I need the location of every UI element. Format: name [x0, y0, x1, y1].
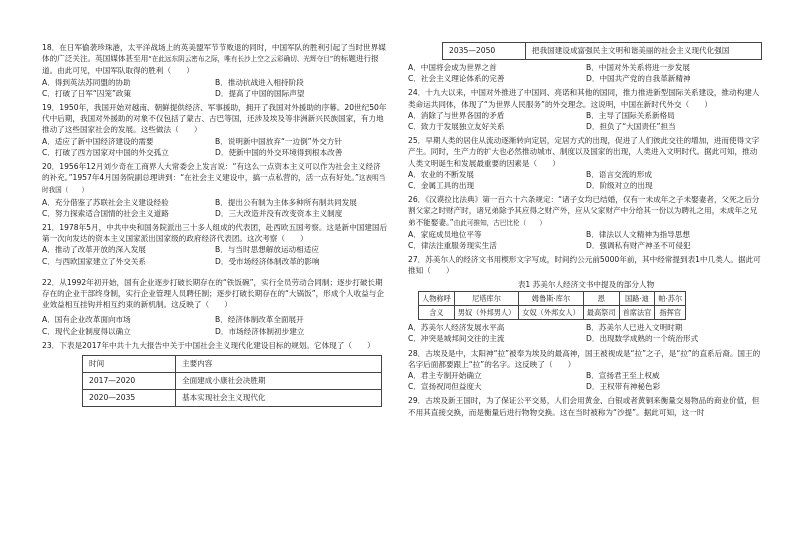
option-a: A．农业的不断发展 — [408, 169, 474, 179]
options — [42, 244, 388, 266]
option-b: B．律法以人文精神为指导思想 — [586, 229, 690, 239]
people-table — [418, 291, 686, 320]
option-a: A．适应了新中国经济建设的需要 — [42, 136, 154, 146]
options — [408, 322, 764, 344]
question-27 — [408, 254, 764, 344]
option-d: D．中国共产党的自我革新精神 — [586, 74, 691, 84]
table-cell: 含义 — [419, 306, 455, 320]
option-b: B．主导了国际关系新格局 — [586, 110, 675, 120]
options — [42, 197, 388, 219]
option-d: D．担负了“大国责任”担当 — [586, 122, 676, 132]
option-c: C．冲突是城邦间交往的主流 — [408, 334, 505, 344]
table-cell: 帕·苏尔 — [655, 291, 686, 305]
question-29 — [408, 395, 764, 417]
option-b: B．宣扬君王至上权威 — [586, 371, 660, 381]
right-column — [408, 0, 764, 560]
question-stem: 19．1950年，我国开始对越南、朝鲜提供经济、军事援助，拥开了我国对外援助的序幕。20世纪50年代中后期，我国对外援助的对象不仅包括了蒙古、古巴等国，还涉及埃及等非洲新兴民族国家，有力地推动了这些国家社会的发展。这些做法（ ） — [42, 103, 387, 135]
option-a: A．中国将会成为世界之首 — [408, 63, 497, 72]
question-23 — [42, 340, 388, 407]
options — [42, 77, 388, 99]
option-b: B．推动抗战进入相持阶段 — [215, 77, 304, 87]
option-a: A．君主专制开始确立 — [408, 371, 482, 381]
table-cell: 最高祭司 — [583, 306, 619, 320]
plan-table — [82, 355, 382, 407]
question-23-options — [408, 62, 764, 84]
option-a: A．消除了与世界各国的矛盾 — [408, 110, 505, 120]
option-d: D．王权带有神秘色彩 — [586, 382, 661, 392]
question-25 — [408, 135, 764, 191]
table-header-cell: 主要内容 — [176, 356, 382, 373]
option-a: A．推动了改革开放的深入发展 — [42, 245, 146, 255]
option-c: C．打破了西方国家对中国的外交孤立 — [42, 147, 169, 157]
option-a: A．充分借鉴了苏联社会主义建设经验 — [42, 197, 169, 207]
option-c: C．律法注重服务现实生活 — [408, 241, 497, 251]
question-stem: 18．在日军偷袭珍珠港，太平洋战场上的英美盟军节节败退的同时，中国军队的胜利引起了当时世界媒体的广泛关注。英国媒体甚至用“在此远东阴云密布之际，唯有长沙上空之云彩确切、光辉夺目”的标题进行报道。由此可见，中国军队取得的胜利（ ） — [42, 43, 386, 76]
table-row — [83, 373, 382, 390]
table-cell: 2017—2020 — [83, 373, 176, 390]
question-stem: 23．下表是2017年中共十九大报告中关于中国社会主义现代化建设目标的规划。它体现了（ ） — [42, 340, 375, 350]
table-row — [419, 306, 686, 320]
table-cell: 全面建成小康社会决胜期 — [176, 373, 382, 390]
question-stem: 26．《汉谟拉比法典》第一百六十六条规定：“诸子女均已结婚，仅有一未成年之子未娶妻者，父死之后分割父家之时财产时，诸兄弟除予其应得之财产外，应从父家财产中分给其一份以为聘礼之用，未成年之兄弟不能娶妻。”由此可推知，古巴比伦（ ） — [408, 195, 760, 227]
option-c: C．致力于发展独立友好关系 — [408, 122, 505, 132]
table-cell: 2020—2035 — [83, 390, 176, 407]
option-c: C．金属工具的出现 — [408, 181, 475, 191]
option-a: A．苏美尔人经济发展水平高 — [408, 323, 505, 333]
question-stem: 29．古埃及新王国时，为了保证公平交易，人们会用黄金、白银或者黄铜来衡量交易物品的商业价值，但不用其直接交换，而是衡量后进行物物交换。这在当时被称为“沙提”。据此可知，这一时 — [408, 396, 760, 417]
table-cell: 指挥官 — [655, 306, 686, 320]
option-d: D．提高了中国的国际声望 — [215, 88, 305, 98]
options — [408, 110, 764, 132]
option-a: A．得到英法苏同盟的协助 — [42, 77, 131, 87]
option-d: D．出现数学成熟的一个统治形式 — [586, 334, 699, 344]
table-cell: 姆鲁斯·库尔 — [519, 291, 584, 305]
question-stem: 28．古埃及是中，太阳神“拉”被奉为埃及的最高神，国王被视成是“拉”之子，是“拉”的直系后裔。国王的名字后面都要跟上“拉”的名字。这反映了（ ） — [408, 348, 761, 369]
table-header-row — [83, 356, 382, 373]
question-24 — [408, 87, 764, 132]
plan-table-continued — [442, 42, 762, 60]
table-cell: 男奴（外邦男人） — [454, 306, 519, 320]
table-cell: 尼塔库尔 — [454, 291, 519, 305]
table-cell: 恩 — [583, 291, 619, 305]
option-c: C．现代企业制度得以确立 — [42, 326, 131, 336]
table-row — [419, 291, 686, 305]
table-caption: 表1 苏美尔人经济文书中提及的部分人物 — [517, 279, 655, 289]
option-c: C．社会主义理论体系的完善 — [408, 74, 505, 84]
question-20 — [42, 161, 388, 219]
options — [408, 229, 764, 251]
option-d: D．强调私有财产神圣不可侵犯 — [586, 241, 691, 251]
table-cell: 首席法官 — [619, 306, 655, 320]
option-d: D．使新中国的外交环境得到根本改善 — [215, 147, 343, 157]
option-a: A．家庭成员地位平等 — [408, 229, 482, 239]
options — [408, 370, 764, 392]
left-column — [42, 0, 388, 560]
question-28 — [408, 348, 764, 393]
option-b: B．与当时思想解放运动相适应 — [215, 245, 319, 255]
option-c: C．打破了日军“囚笼”政策 — [42, 88, 132, 98]
option-d: D．阶级对立的出现 — [586, 181, 653, 191]
option-c: C．努力探索适合国情的社会主义道路 — [42, 208, 169, 218]
option-b: B．苏美尔人已进入文明时期 — [586, 323, 683, 333]
options — [42, 314, 388, 336]
question-21 — [42, 222, 388, 267]
option-a: A．国有企业改革面向市场 — [42, 315, 131, 325]
question-stem: 24．十九大以来，中国对外推进了中国同、亮诺和其他的国同，推力推进新型国际关系建设，推动构建人类命运共同体，体现了“为世界人民服务”的外交理念。这说明，中国在新时代外交（ ） — [408, 88, 760, 109]
option-b: B．语言交流的形成 — [586, 169, 652, 179]
table-cell: 国路·迪 — [619, 291, 655, 305]
option-d: D．三大改造并没有改变资本主义制度 — [215, 208, 343, 218]
table-cell: 人物称呼 — [419, 291, 455, 305]
option-d: D．受市场经济体制改革的影响 — [215, 256, 320, 266]
question-19 — [42, 102, 388, 158]
table-cell: 把我国建设成富强民主文明和谐美丽的社会主义现代化强国 — [526, 43, 762, 60]
question-stem: 25．早期人类的居住从流动逐渐转向定居，定居方式的出现，促进了人们彼此交往的增加，进而使得文字产生。同时，生产力的扩大也必然推动城市、制度以及国家的出现，人类进入文明时代。据此可知，推动人类文明诞生和发展最重要的因素是（ ） — [408, 136, 760, 168]
options — [408, 169, 764, 191]
option-d: D．市场经济体制初步建立 — [215, 326, 305, 336]
question-stem: 21．1978年5月，中共中央和国务院派出三十多人组成的代表团，赴西欧五国考察。这是新中国建国后第一次向发达的资本主义国家派出国家级的政府经济代表团。这次考察（ ） — [42, 223, 388, 244]
table-header-cell: 时间 — [83, 356, 176, 373]
question-stem: 22．从1992年初开始，国有企业逐步打破长期存在的“铁饭碗”，实行全员劳动合同制；逐步打破长期存在的企业干部终身制，实行企业管理人员聘任制；逐步打破长期存在的“大锅饭”，形成个人收益与企业效益相互挂钩并相互约束的新机制。这反映了（ ） — [42, 277, 384, 310]
options — [42, 136, 388, 158]
question-18 — [42, 42, 388, 99]
question-26 — [408, 194, 764, 251]
table-row — [443, 43, 762, 60]
option-b: B．提出公有制为主体多种所有制共同发展 — [215, 197, 357, 207]
question-22 — [42, 277, 388, 337]
option-c: C．宣扬祝同但益度大 — [408, 382, 482, 392]
option-b: B．说明新中国放弃“一边倒”外交方针 — [215, 136, 342, 146]
question-stem: 20．1956年12月刘少奇在工商界人大常委会上发言说：“有这么一点资本主义可以作为社会主义经济的补充。”1957年4月国务院副总理讲到：“在社会主义建设中，搞一点私营的，活一点有好处。”这表明当时我国（ ） — [42, 162, 386, 195]
table-cell: 基本实现社会主义现代化 — [176, 390, 382, 407]
option-b: B．经济体制改革全面展开 — [215, 315, 304, 325]
table-row — [83, 390, 382, 407]
option-c: C．与西欧国家建立了外交关系 — [42, 256, 147, 266]
table-cell: 女奴（外邦女人） — [519, 306, 584, 320]
option-b: B．中国对外关系将进一步发展 — [586, 63, 690, 72]
question-stem: 27．苏美尔人的经济文书用楔形文字写成，时间约公元前5000年前，其中经常提到表1中几类人。据此可推知（ ） — [408, 255, 761, 276]
table-cell: 2035—2050 — [443, 43, 526, 60]
